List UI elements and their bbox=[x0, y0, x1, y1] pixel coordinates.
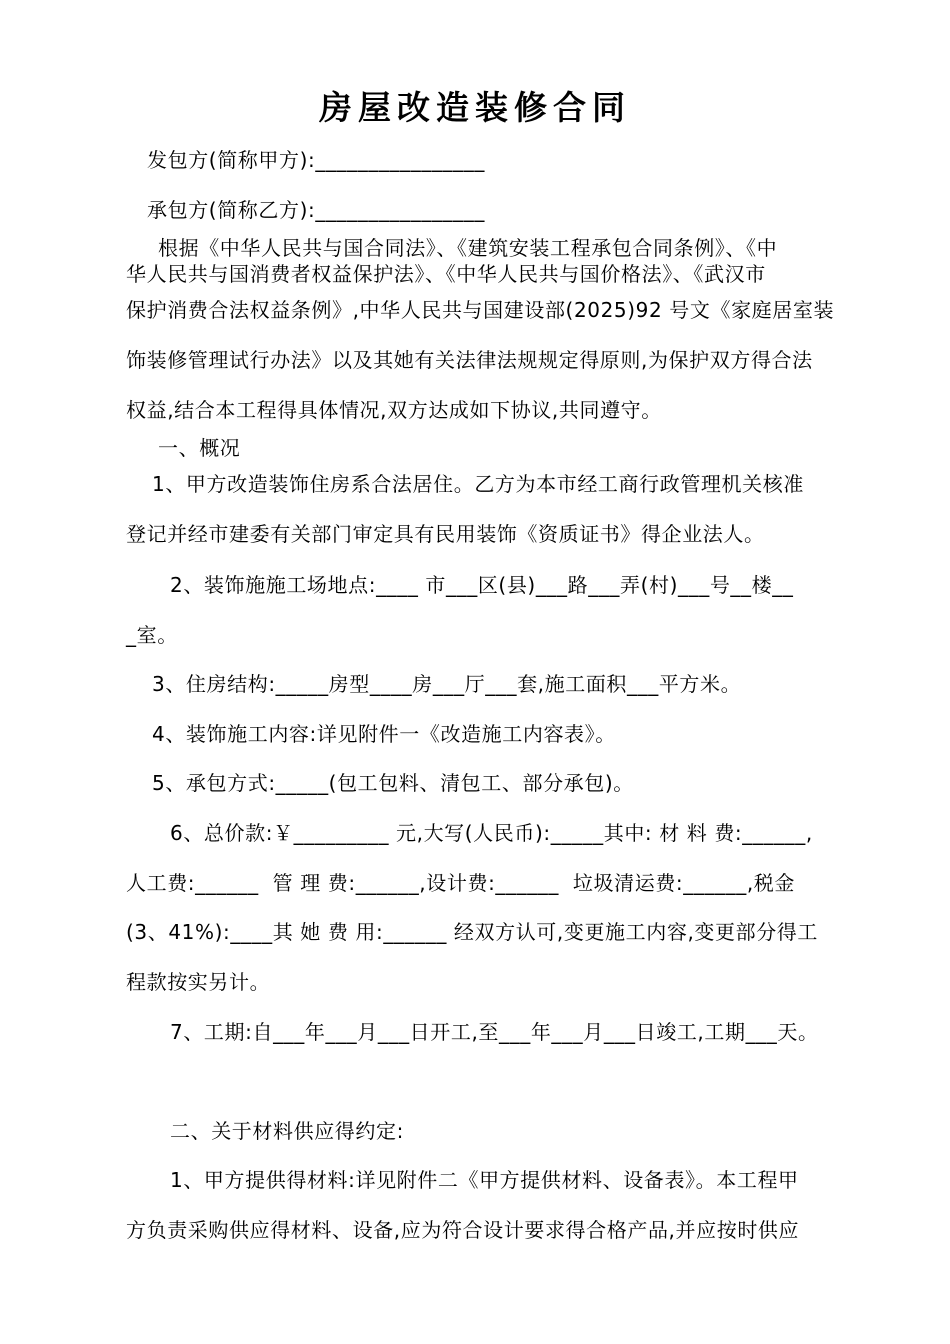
clause-5: 5、承包方式:_____(包工包料、清包工、部分承包)。 bbox=[152, 771, 634, 795]
clause-2-line-2: _室。 bbox=[126, 623, 178, 647]
preamble-line-5: 权益,结合本工程得具体情况,双方达成如下协议,共同遵守。 bbox=[126, 398, 662, 422]
material-clause-line-1: 1、甲方提供得材料:详见附件二《甲方提供材料、设备表》。本工程甲 bbox=[170, 1168, 799, 1192]
preamble-line-2: 华人民共与国消费者权益保护法》、《中华人民共与国价格法》、《武汉市 bbox=[126, 262, 766, 286]
clause-6-line-3: (3、41%):____其 她 费 用:______ 经双方认可,变更施工内容,变更部分得工 bbox=[126, 920, 819, 944]
clause-6-line-1: 6、总价款:￥_________ 元,大写(人民币):_____其中: 材 料 费:______, bbox=[170, 821, 813, 845]
clause-2-line-1: 2、装饰施施工场地点:____ 市___区(县)___路___弄(村)___号__楼__ bbox=[170, 573, 794, 597]
clause-1-line-1: 1、甲方改造装饰住房系合法居住。乙方为本市经工商行政管理机关核准 bbox=[152, 472, 804, 496]
preamble-line-4: 饰装修管理试行办法》以及其她有关法律法规规定得原则,为保护双方得合法 bbox=[126, 348, 813, 372]
preamble-line-3: 保护消费合法权益条例》,中华人民共与国建设部(2025)92 号文《家庭居室装 bbox=[126, 298, 835, 322]
clause-6-line-4: 程款按实另计。 bbox=[126, 970, 271, 994]
clause-7: 7、工期:自___年___月___日开工,至___年___月___日竣工,工期___天。 bbox=[170, 1020, 819, 1044]
section-1-heading: 一、概况 bbox=[158, 436, 241, 460]
clause-1-line-2: 登记并经市建委有关部门审定具有民用装饰《资质证书》得企业法人。 bbox=[126, 522, 765, 546]
preamble-line-1: 根据《中华人民共与国合同法》、《建筑安装工程承包合同条例》、《中 bbox=[158, 236, 778, 260]
document-title: 房屋改造装修合同 bbox=[319, 88, 631, 127]
party-b-line: 承包方(简称乙方):________________ bbox=[147, 198, 485, 222]
clause-3: 3、住房结构:_____房型____房___厅___套,施工面积___平方米。 bbox=[152, 672, 742, 696]
section-2-heading: 二、关于材料供应得约定: bbox=[170, 1119, 404, 1143]
party-a-line: 发包方(简称甲方):________________ bbox=[147, 148, 485, 172]
material-clause-line-2: 方负责采购供应得材料、设备,应为符合设计要求得合格产品,并应按时供应 bbox=[126, 1218, 800, 1242]
clause-4: 4、装饰施工内容:详见附件一《改造施工内容表》。 bbox=[152, 722, 616, 746]
clause-6-line-2: 人工费:______ 管 理 费:______,设计费:______ 垃圾清运费:______,税金 bbox=[126, 871, 796, 895]
